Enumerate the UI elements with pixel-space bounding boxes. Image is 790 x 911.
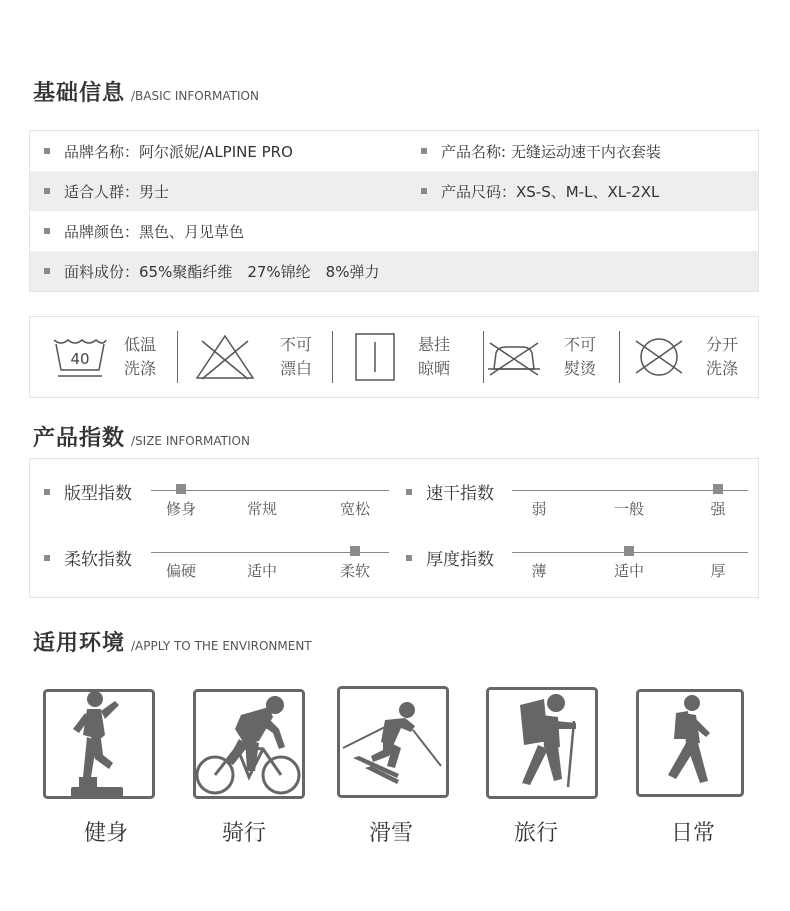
env-label: 旅行 xyxy=(513,821,559,846)
care-label: 不可 漂白 xyxy=(279,335,312,378)
brand-name: 品牌名称：阿尔派妮/ALPINE PRO xyxy=(64,142,293,161)
no-iron-icon xyxy=(486,335,542,379)
metric-name: 版型指数 xyxy=(64,484,132,504)
travel-hiking-icon xyxy=(486,687,598,799)
info-row xyxy=(30,251,758,291)
info-row xyxy=(30,211,758,251)
scale-tick: 适中 xyxy=(246,562,278,580)
bullet-icon xyxy=(44,555,50,561)
scale-tick: 适中 xyxy=(613,562,645,580)
metric-name: 厚度指数 xyxy=(426,550,494,570)
product-name: 产品名称: 无缝运动速干内衣套装 xyxy=(441,142,661,161)
scale-marker xyxy=(176,484,186,494)
care-label: 悬挂 晾晒 xyxy=(417,335,450,378)
care-label: 分开 洗涤 xyxy=(705,335,738,378)
hang-dry-icon xyxy=(354,332,396,382)
size-info-title: 产品指数 xyxy=(33,426,126,451)
scale-tick: 偏硬 xyxy=(165,562,197,580)
env-subtitle: /APPLY TO THE ENVIRONMENT xyxy=(131,639,312,653)
care-item xyxy=(486,317,600,397)
care-label: 不可 熨烫 xyxy=(563,335,596,378)
metric-name: 速干指数 xyxy=(426,484,494,504)
daily-walking-icon xyxy=(636,689,744,797)
basic-info-title: 基础信息 xyxy=(33,81,126,106)
bullet-icon xyxy=(406,489,412,495)
no-bleach-icon xyxy=(194,333,256,381)
product-sizes: 产品尺码：XS-S、M-L、XL-2XL xyxy=(441,182,660,201)
bullet-icon xyxy=(421,188,427,194)
bullet-icon xyxy=(421,148,427,154)
wash-temp-label: 40 xyxy=(70,350,90,368)
env-title: 适用环境 xyxy=(33,631,126,656)
care-label: 低温 洗涤 xyxy=(123,335,156,378)
care-item xyxy=(52,317,160,397)
care-item xyxy=(354,317,454,397)
scale-marker xyxy=(624,546,634,556)
care-item xyxy=(194,317,316,397)
metric-name: 柔软指数 xyxy=(64,550,132,570)
size-info-subtitle: /SIZE INFORMATION xyxy=(131,434,250,448)
wash-40-icon xyxy=(52,334,108,380)
size-info-heading xyxy=(33,421,250,452)
info-row xyxy=(30,171,758,211)
care-instructions xyxy=(29,316,759,398)
scale-tick: 柔软 xyxy=(339,562,371,580)
env-label: 骑行 xyxy=(221,821,267,846)
scale-tick: 宽松 xyxy=(339,500,371,518)
bullet-icon xyxy=(44,228,50,234)
scale-tick: 常规 xyxy=(246,500,278,518)
scale-tick: 薄 xyxy=(531,562,547,580)
brand-colors: 品牌颜色：黑色、月见草色 xyxy=(64,222,245,241)
env-label: 滑雪 xyxy=(368,821,414,846)
bullet-icon xyxy=(44,268,50,274)
scale-tick: 一般 xyxy=(613,500,645,518)
size-info-panel xyxy=(29,458,759,598)
scale-marker xyxy=(713,484,723,494)
env-heading xyxy=(33,626,312,657)
scale-tick: 修身 xyxy=(165,500,197,518)
fitness-icon xyxy=(43,689,155,801)
divider xyxy=(619,331,620,383)
basic-info-subtitle: /BASIC INFORMATION xyxy=(131,89,259,103)
divider xyxy=(483,331,484,383)
basic-info-table xyxy=(29,130,759,292)
skiing-icon xyxy=(337,686,449,798)
scale-marker xyxy=(350,546,360,556)
info-row xyxy=(30,131,758,171)
basic-info-heading xyxy=(33,76,259,107)
separate-wash-icon xyxy=(632,335,686,379)
divider xyxy=(177,331,178,383)
scale-tick: 厚 xyxy=(710,562,726,580)
env-label: 健身 xyxy=(83,821,129,846)
scale-tick: 强 xyxy=(710,500,726,518)
cycling-icon xyxy=(193,689,305,801)
bullet-icon xyxy=(44,489,50,495)
bullet-icon xyxy=(406,555,412,561)
bullet-icon xyxy=(44,148,50,154)
divider xyxy=(332,331,333,383)
care-item xyxy=(632,317,742,397)
bullet-icon xyxy=(44,188,50,194)
env-label: 日常 xyxy=(670,821,716,846)
fabric-composition: 面料成份：65%聚酯纤维 27%锦纶 8%弹力 xyxy=(64,262,380,281)
scale-line xyxy=(151,490,389,491)
scale-tick: 弱 xyxy=(531,500,547,518)
target-group: 适合人群：男士 xyxy=(64,182,170,201)
